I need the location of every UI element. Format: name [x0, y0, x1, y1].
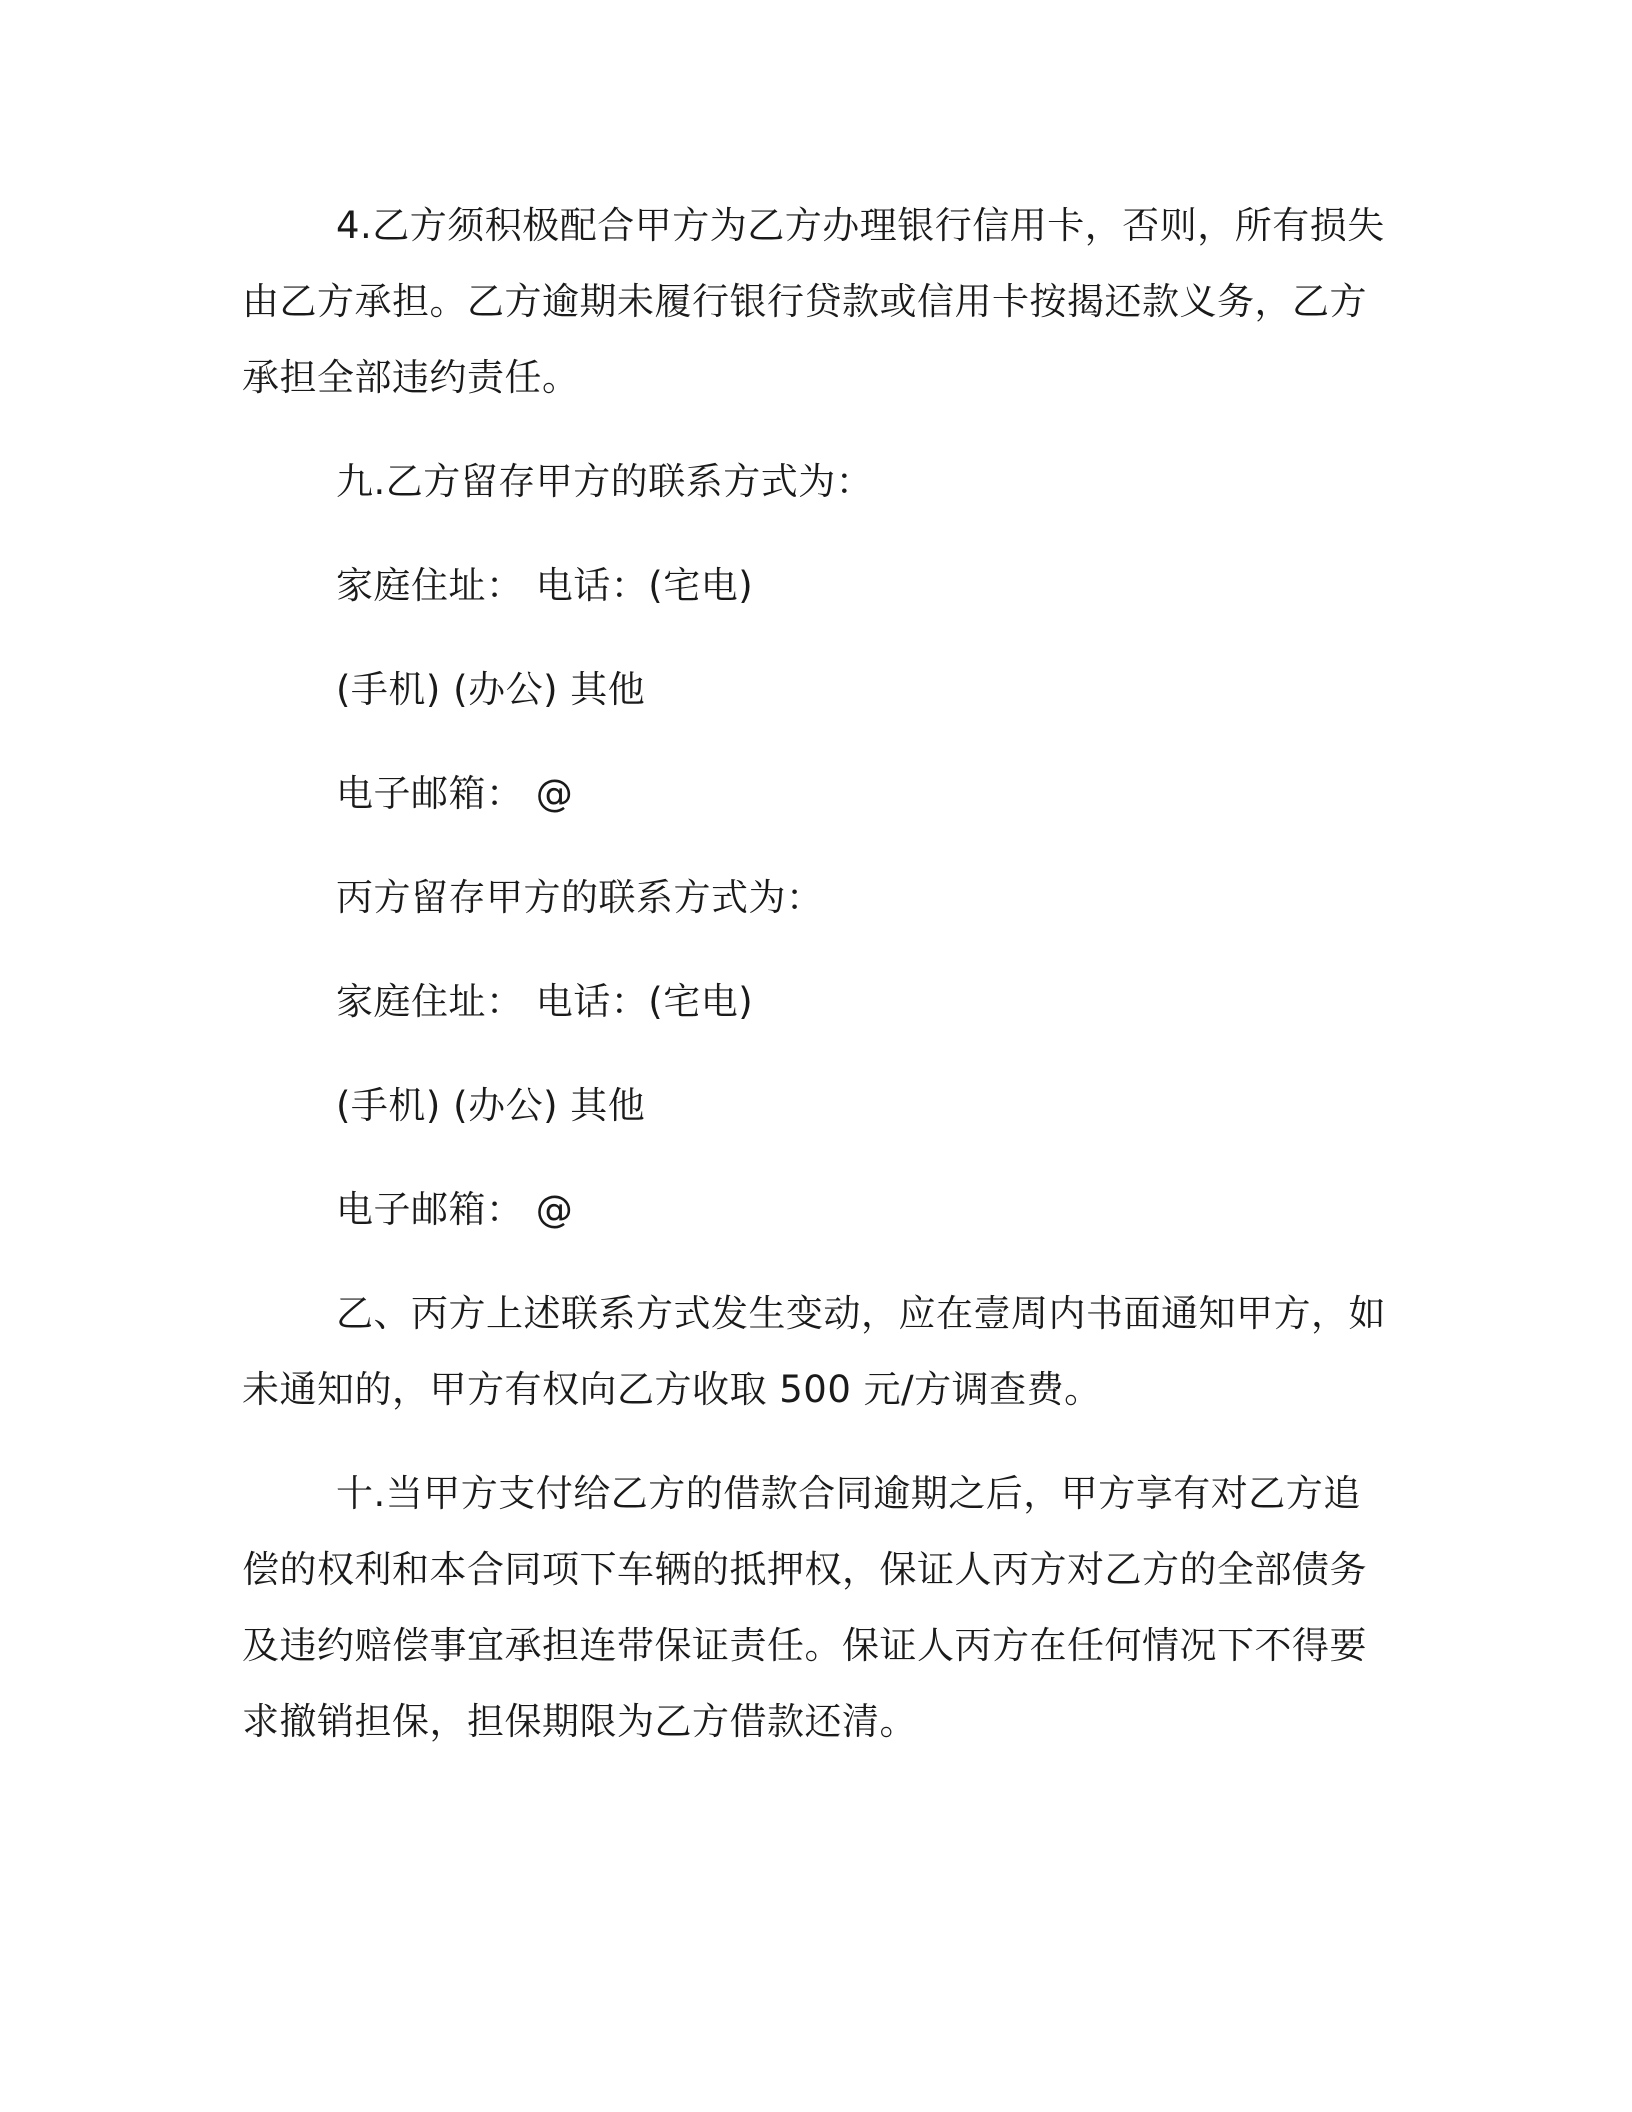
section-9-heading: 九.乙方留存甲方的联系方式为：	[336, 460, 874, 503]
paragraph-line: 由乙方承担。乙方逾期未履行银行贷款或信用卡按揭还款义务，乙方	[242, 280, 1367, 323]
party-c-heading: 丙方留存甲方的联系方式为：	[336, 876, 824, 919]
party-b-email: 电子邮箱： @	[336, 772, 574, 815]
party-c-email: 电子邮箱： @	[336, 1188, 574, 1231]
party-c-mobile-office-other: (手机) (办公) 其他	[336, 1084, 646, 1127]
paragraph-line: 乙、丙方上述联系方式发生变动，应在壹周内书面通知甲方，如	[336, 1292, 1386, 1335]
paragraph-line: 未通知的，甲方有权向乙方收取 500 元/方调查费。	[242, 1368, 1102, 1411]
paragraph-line: 十.当甲方支付给乙方的借款合同逾期之后，甲方享有对乙方追	[336, 1472, 1361, 1515]
party-b-mobile-office-other: (手机) (办公) 其他	[336, 668, 646, 711]
paragraph-line: 承担全部违约责任。	[242, 356, 580, 399]
paragraph-change-notice	[242, 1276, 1402, 1428]
section-10-paragraph	[242, 1456, 1402, 1760]
paragraph-item-4	[242, 188, 1402, 416]
party-b-address-phone: 家庭住址： 电话：(宅电)	[336, 564, 754, 607]
party-c-address-phone: 家庭住址： 电话：(宅电)	[336, 980, 754, 1023]
document-body	[242, 188, 1402, 1760]
paragraph-line: 及违约赔偿事宜承担连带保证责任。保证人丙方在任何情况下不得要	[242, 1624, 1367, 1667]
paragraph-line: 求撤销担保，担保期限为乙方借款还清。	[242, 1700, 917, 1743]
paragraph-line: 偿的权利和本合同项下车辆的抵押权，保证人丙方对乙方的全部债务	[242, 1548, 1367, 1591]
paragraph-line: 4.乙方须积极配合甲方为乙方办理银行信用卡，否则，所有损失	[336, 204, 1385, 247]
